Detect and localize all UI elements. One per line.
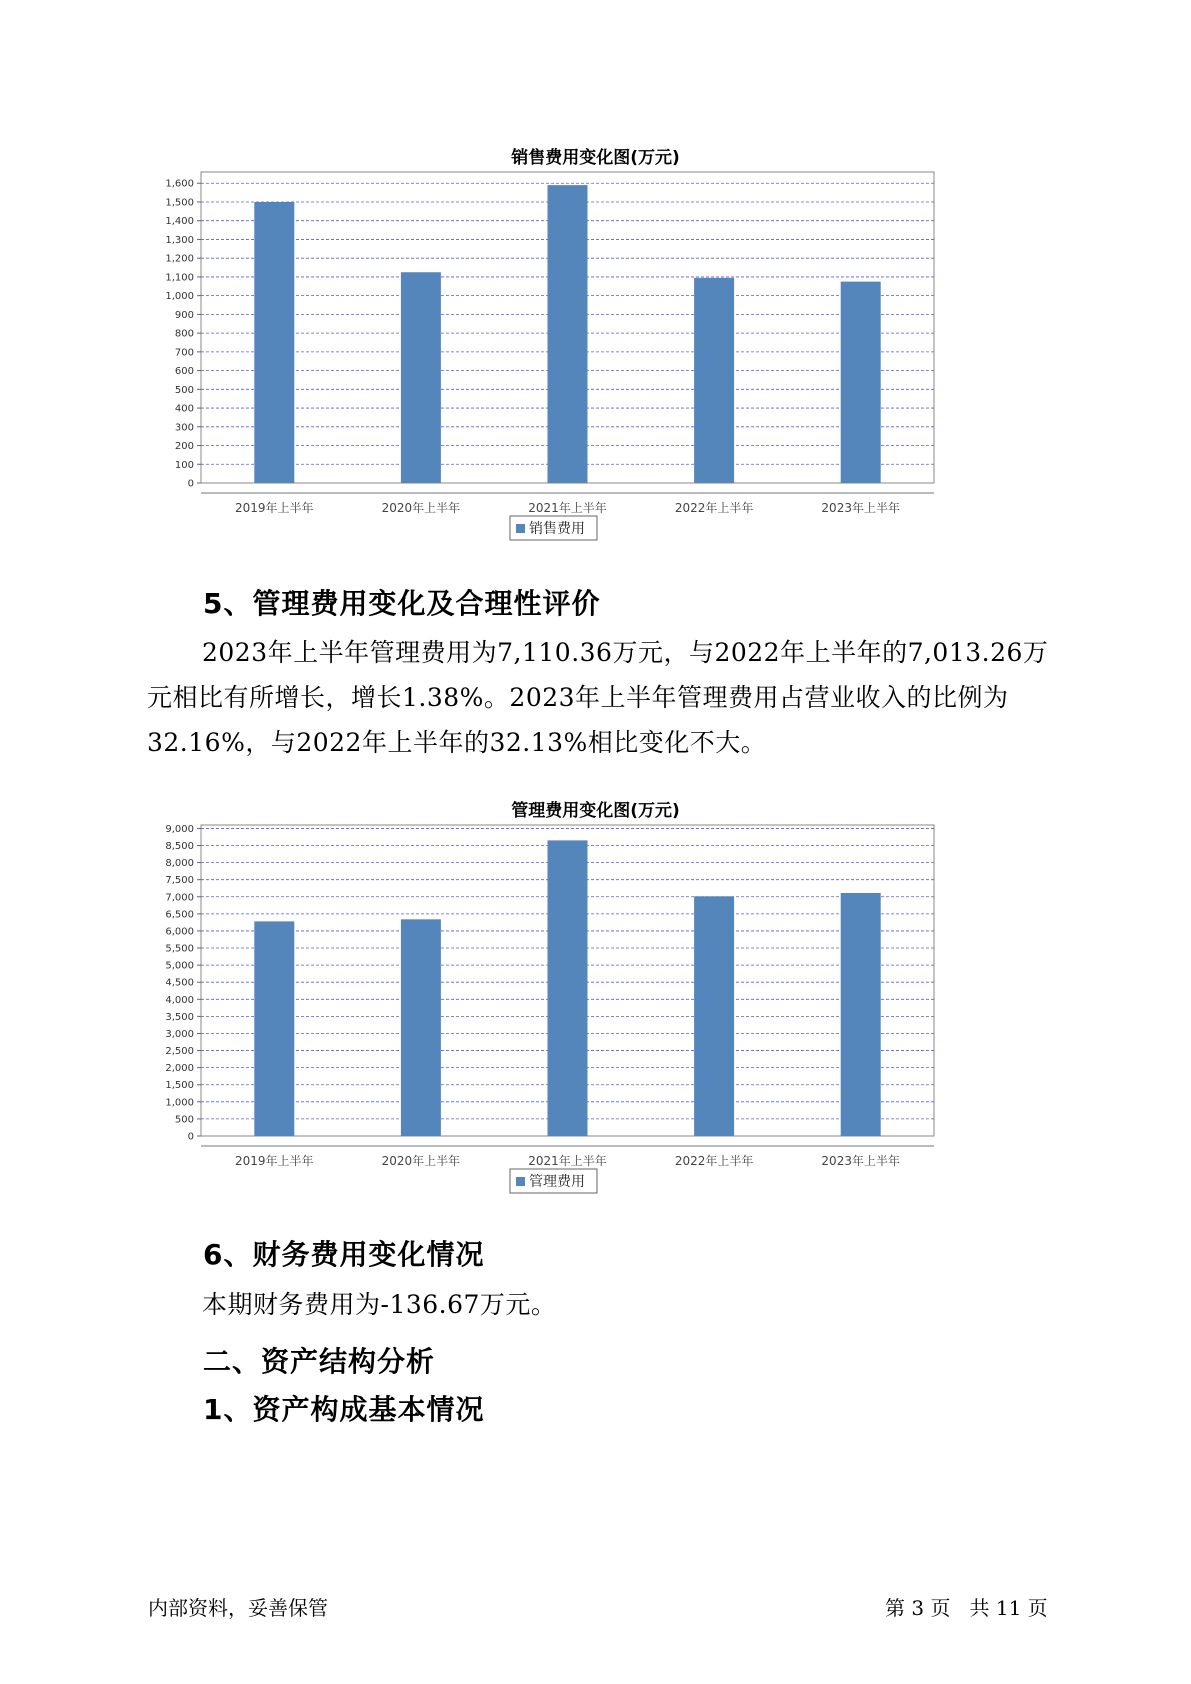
y-tick-label: 1,000 (165, 1097, 194, 1109)
y-tick-label: 1,400 (165, 216, 194, 228)
y-tick-label: 500 (174, 384, 194, 396)
section-5-heading: 5、管理费用变化及合理性评价 (203, 587, 601, 620)
bar-5 (841, 893, 881, 1136)
y-tick-label: 2,000 (165, 1063, 194, 1075)
plot-area (165, 824, 934, 1168)
section-2-1-heading: 1、资产构成基本情况 (203, 1393, 485, 1426)
y-tick-label: 9,000 (165, 823, 194, 835)
section-6-text: 本期财务费用为-136.67万元。 (202, 1290, 557, 1319)
admin-expense-chart (150, 818, 950, 1203)
y-tick-label: 7,500 (165, 875, 194, 887)
y-tick-label: 3,500 (165, 1011, 194, 1023)
section-5-paragraph (147, 630, 1052, 765)
y-tick-label: 7,000 (165, 892, 194, 904)
y-tick-label: 600 (174, 366, 194, 378)
y-tick-label: 1,300 (165, 234, 194, 246)
y-tick-label: 5,500 (165, 943, 194, 955)
bar-2 (401, 272, 441, 483)
legend-label: 管理费用 (529, 1174, 585, 1190)
y-tick-label: 1,200 (165, 253, 194, 265)
y-tick-label: 0 (187, 1131, 194, 1143)
bar-4 (694, 896, 734, 1136)
section-5-text: 2023年上半年管理费用为7,110.36万元，与2022年上半年的7,013.26万元相比有所增长，增长1.38%。2023年上半年管理费用占营业收入的比例为32.16%，与2022年上半年的32.13%相比变化不大。 (147, 638, 1049, 757)
y-tick-label: 2,500 (165, 1046, 194, 1058)
footer-page-number: 第 3 页 共 11 页 (885, 1596, 1048, 1620)
y-tick-label: 1,500 (165, 197, 194, 209)
y-tick-label: 400 (174, 403, 194, 415)
legend-label: 销售费用 (529, 521, 585, 537)
x-tick-label: 2023年上半年 (821, 501, 900, 515)
legend (510, 1169, 597, 1193)
y-tick-label: 1,600 (165, 178, 194, 190)
y-tick-label: 900 (174, 309, 194, 321)
y-tick-label: 3,000 (165, 1028, 194, 1040)
y-tick-label: 5,000 (165, 960, 194, 972)
y-tick-label: 6,500 (165, 909, 194, 921)
y-tick-label: 1,000 (165, 291, 194, 303)
bar-5 (841, 282, 881, 483)
x-tick-label: 2019年上半年 (235, 501, 314, 515)
x-tick-label: 2020年上半年 (381, 501, 461, 515)
legend-swatch (516, 524, 525, 533)
chart-2-title: 管理费用变化图(万元) (511, 801, 680, 821)
y-tick-label: 1,100 (165, 272, 194, 284)
y-tick-label: 8,500 (165, 841, 194, 853)
plot-area (165, 172, 934, 515)
x-tick-label: 2023年上半年 (821, 1154, 900, 1168)
y-tick-label: 1,500 (165, 1080, 194, 1092)
bar-1 (254, 921, 294, 1136)
section-6-paragraph (147, 1282, 1052, 1327)
chart-1-title: 销售费用变化图(万元) (511, 148, 680, 168)
legend (510, 516, 597, 540)
y-tick-label: 6,000 (165, 926, 194, 938)
sales-expense-chart (150, 165, 950, 550)
x-tick-label: 2022年上半年 (674, 501, 754, 515)
bar-3 (548, 185, 588, 483)
x-tick-label: 2022年上半年 (674, 1154, 754, 1168)
x-tick-label: 2020年上半年 (381, 1154, 461, 1168)
x-tick-label: 2021年上半年 (528, 1154, 607, 1168)
bar-1 (254, 202, 294, 483)
y-tick-label: 0 (187, 478, 194, 490)
y-tick-label: 700 (174, 347, 194, 359)
x-tick-label: 2019年上半年 (235, 1154, 314, 1168)
y-tick-label: 100 (174, 459, 194, 471)
x-tick-label: 2021年上半年 (528, 501, 607, 515)
legend-swatch (516, 1177, 525, 1186)
footer-left: 内部资料，妥善保管 (148, 1596, 328, 1620)
bar-3 (548, 840, 588, 1136)
y-tick-label: 800 (174, 328, 194, 340)
bar-4 (694, 278, 734, 483)
y-tick-label: 8,000 (165, 858, 194, 870)
y-tick-label: 300 (174, 422, 194, 434)
bar-2 (401, 919, 441, 1136)
section-6-heading: 6、财务费用变化情况 (203, 1238, 485, 1271)
y-tick-label: 500 (174, 1114, 194, 1126)
y-tick-label: 4,000 (165, 994, 194, 1006)
section-2-heading: 二、资产结构分析 (203, 1345, 436, 1378)
y-tick-label: 4,500 (165, 977, 194, 989)
y-tick-label: 200 (174, 441, 194, 453)
